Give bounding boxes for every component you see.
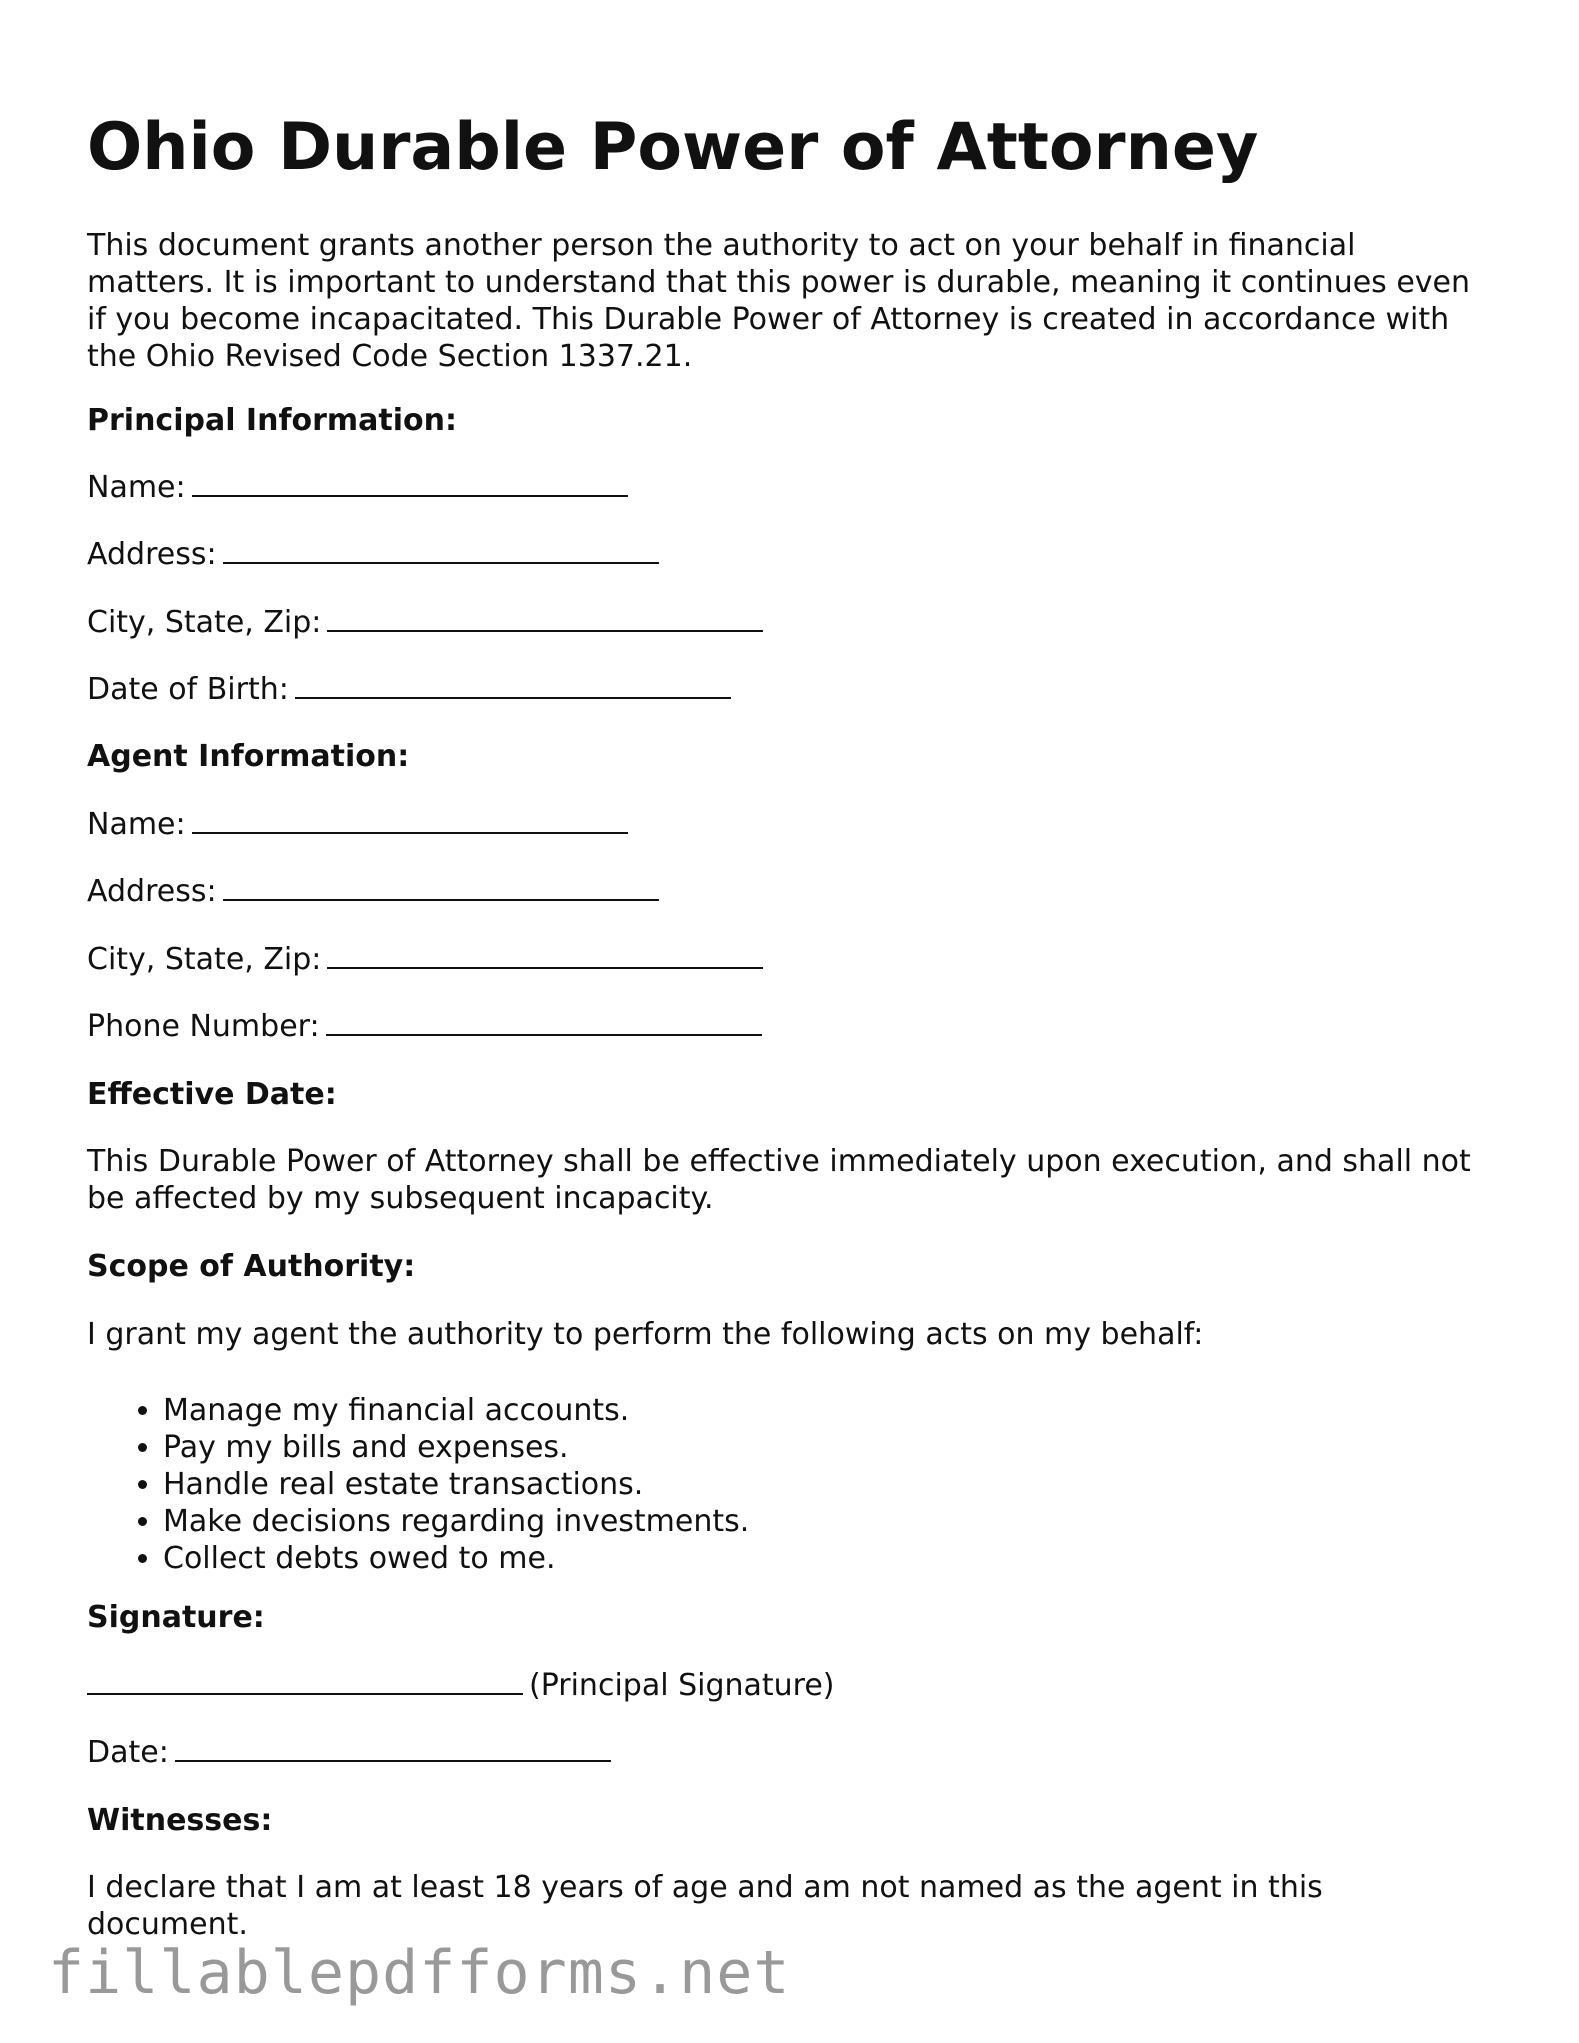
list-item: • Handle real estate transactions. — [163, 1466, 749, 1503]
list-item: • Manage my financial accounts. — [163, 1392, 749, 1429]
witnesses-text: I declare that I am at least 18 years of age and am not named as the agent in this document. — [87, 1870, 1323, 1942]
signature-date-row — [87, 1734, 611, 1771]
scope-intro: I grant my agent the authority to perform the following acts on my behalf: — [87, 1317, 1204, 1352]
agent-address-row — [87, 873, 659, 910]
list-item: • Make decisions regarding investments. — [163, 1503, 749, 1540]
agent-city-label: City, State, Zip: — [87, 942, 322, 977]
principal-name-label: Name: — [87, 470, 186, 505]
agent-phone-field[interactable] — [326, 1008, 762, 1036]
agent-name-row — [87, 806, 628, 843]
principal-city-row — [87, 604, 763, 641]
agent-name-field[interactable] — [192, 806, 628, 834]
intro-paragraph: This document grants another person the authority to act on your behalf in financial matters. It is important to understand that this power is durable, meaning it continues even if you become incapacitated. This Durable Power of Attorney is created in accordance with the Ohio Revised Code Section 1337.21. — [87, 228, 1471, 374]
principal-dob-label: Date of Birth: — [87, 672, 289, 707]
signature-date-field[interactable] — [175, 1734, 611, 1762]
principal-city-label: City, State, Zip: — [87, 605, 322, 640]
principal-city-field[interactable] — [327, 604, 763, 632]
list-item: • Collect debts owed to me. — [163, 1540, 749, 1577]
principal-dob-field[interactable] — [295, 671, 731, 699]
agent-name-label: Name: — [87, 807, 186, 842]
list-item: • Pay my bills and expenses. — [163, 1429, 749, 1466]
effective-heading: Effective Date: — [87, 1077, 337, 1112]
principal-signature-field[interactable] — [87, 1667, 523, 1695]
agent-address-label: Address: — [87, 874, 217, 909]
watermark-text: fillablepdfforms.net — [48, 1938, 791, 2008]
agent-city-row — [87, 941, 763, 978]
signature-date-label: Date: — [87, 1735, 169, 1770]
signature-heading: Signature: — [87, 1600, 265, 1635]
scope-heading: Scope of Authority: — [87, 1249, 416, 1284]
scope-list — [87, 1392, 749, 1577]
document-title: Ohio Durable Power of Attorney — [87, 110, 1259, 185]
principal-address-row — [87, 536, 659, 573]
effective-text: This Durable Power of Attorney shall be effective immediately upon execution, and shall not be affected by my subsequent incapacity. — [87, 1144, 1471, 1216]
principal-name-field[interactable] — [192, 469, 628, 497]
principal-signature-label: (Principal Signature) — [529, 1668, 835, 1703]
principal-signature-row — [87, 1667, 835, 1704]
agent-heading: Agent Information: — [87, 739, 410, 774]
principal-dob-row — [87, 671, 731, 708]
witnesses-heading: Witnesses: — [87, 1803, 273, 1838]
agent-phone-label: Phone Number: — [87, 1009, 320, 1044]
agent-city-field[interactable] — [327, 941, 763, 969]
principal-address-label: Address: — [87, 537, 217, 572]
principal-address-field[interactable] — [223, 536, 659, 564]
principal-name-row — [87, 469, 628, 506]
agent-phone-row — [87, 1008, 762, 1045]
agent-address-field[interactable] — [223, 873, 659, 901]
principal-heading: Principal Information: — [87, 403, 458, 438]
